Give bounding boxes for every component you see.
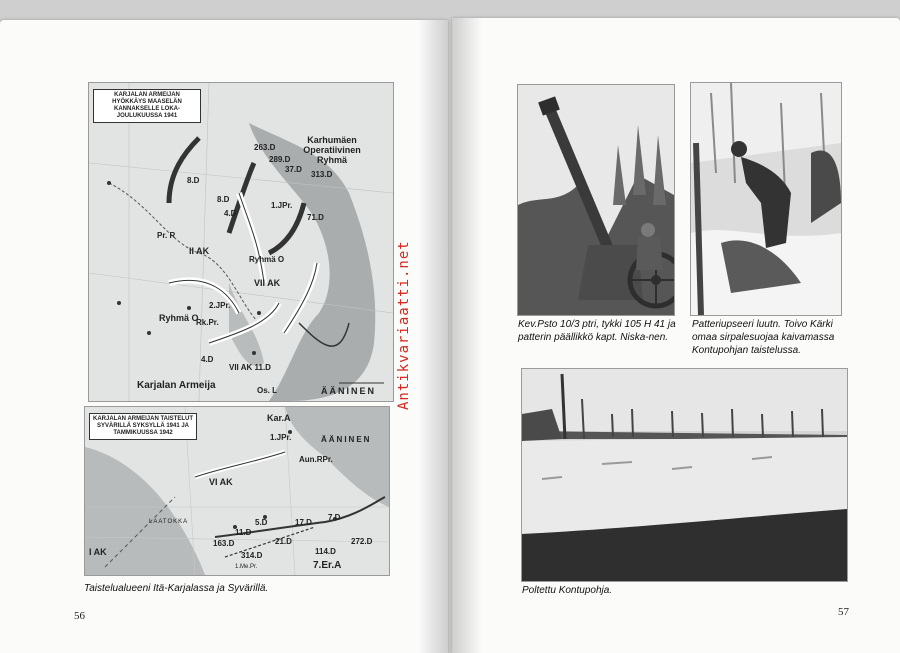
map2-label-aunpr: Aun.RPr. — [299, 455, 333, 464]
map-karhumaki — [88, 82, 394, 402]
map1-label-ryhmao-s: Ryhmä O — [159, 313, 199, 323]
map2-label-21d: 21.D — [275, 537, 292, 546]
map1-label-ryhmao: Ryhmä O — [249, 255, 285, 264]
map1-title-box: KARJALAN ARMEIJAN HYÖKKÄYS MAASELÄN KANNAKSELLE LOKA-JOULUKUUSSA 1941 — [93, 89, 201, 123]
map2-label-163d: 163.D — [213, 539, 235, 548]
right-page — [452, 18, 900, 653]
map1-label-army: Karjalan Armeija — [137, 380, 216, 391]
map2-title-box: KARJALAN ARMEIJAN TAISTELUT SYVÄRILLÄ SYKSYLLÄ 1941 JA TAMMIKUUSSA 1942 — [89, 413, 197, 440]
map2-label-lake: ÄÄNINEN — [321, 435, 372, 444]
photo1-caption: Kev.Psto 10/3 ptri, tykki 105 H 41 ja patterin päällikkö kapt. Niska-nen. — [518, 319, 676, 343]
map1-label-313d: 313.D — [311, 170, 333, 179]
map2-label-iak: I AK — [89, 547, 107, 557]
gutter-shadow — [418, 20, 448, 653]
map1-label-8d-b: 8.D — [217, 195, 230, 204]
map1-label-iiak: II AK — [189, 246, 210, 256]
map1-label-viiak-11d: VII AK 11.D — [229, 363, 271, 372]
photo-digging — [690, 82, 842, 316]
photo2-graphic — [691, 83, 841, 315]
photo3-caption: Poltettu Kontupohja. — [522, 585, 613, 596]
map2-label-7era: 7.Er.A — [313, 560, 342, 571]
map2-label-314d: 314.D — [241, 551, 263, 560]
map1-label-2jpr: 2.JPr. — [209, 301, 231, 310]
map1-label-71d: 71.D — [307, 213, 324, 222]
map2-label-1jpr: 1.JPr. — [270, 433, 292, 442]
map2-label-mepr: 1.Me.Pr. — [235, 564, 258, 570]
map1-label-4d: 4.D — [224, 209, 237, 218]
photo2-caption: Patteriupseeri luutn. Toivo Kärki omaa sirpalesuojaa kaivamassa Kontupohjan taistelussa. — [692, 319, 835, 356]
map2-label-114d: 114.D — [315, 547, 336, 556]
map1-label-prr: Pr. R — [157, 231, 176, 240]
page-number-left: 56 — [74, 610, 85, 622]
photo-burned-town — [521, 368, 848, 582]
map2-label-17d: 17.D — [295, 518, 312, 527]
watermark-text: Antikvariaatti.net — [396, 240, 412, 410]
photo3-graphic — [522, 369, 847, 581]
left-page — [0, 20, 448, 653]
map-syvari — [84, 406, 390, 576]
photo-howitzer — [517, 84, 675, 316]
photo1-graphic — [518, 85, 674, 315]
map1-label-group: Karhumäen Operatiivinen Ryhmä — [303, 135, 361, 165]
map1-label-osl: Os. L — [257, 386, 278, 395]
map2-label-5d: 5.D — [255, 518, 268, 527]
map1-label-4d-b: 4.D — [201, 355, 214, 364]
map1-label-289d: 289.D — [269, 155, 291, 164]
map2-label-viak: VI AK — [209, 477, 233, 487]
map2-label-laatokka: LAATOKKA — [149, 519, 189, 525]
map2-label-kara: Kar.A — [267, 413, 291, 423]
map1-label-rkpr: Rk.Pr. — [196, 318, 219, 327]
page-number-right: 57 — [838, 606, 849, 618]
map2-label-272d: 272.D — [351, 537, 373, 546]
map2-label-11d: 11.D — [235, 528, 252, 537]
map2-label-7d: 7.D — [328, 513, 341, 522]
map1-label-1jpr: 1.JPr. — [271, 201, 293, 210]
map1-label-37d: 37.D — [285, 165, 302, 174]
map1-label-263d: 263.D — [254, 143, 276, 152]
gutter-shadow — [452, 18, 482, 653]
map1-label-lake: ÄÄNINEN — [321, 386, 377, 396]
map1-label-viiak: VII AK — [254, 278, 281, 288]
map1-label-8d: 8.D — [187, 176, 200, 185]
maps-caption: Taistelualueeni Itä-Karjalassa ja Syvärillä. — [84, 583, 269, 594]
map1-graphic — [89, 83, 393, 401]
